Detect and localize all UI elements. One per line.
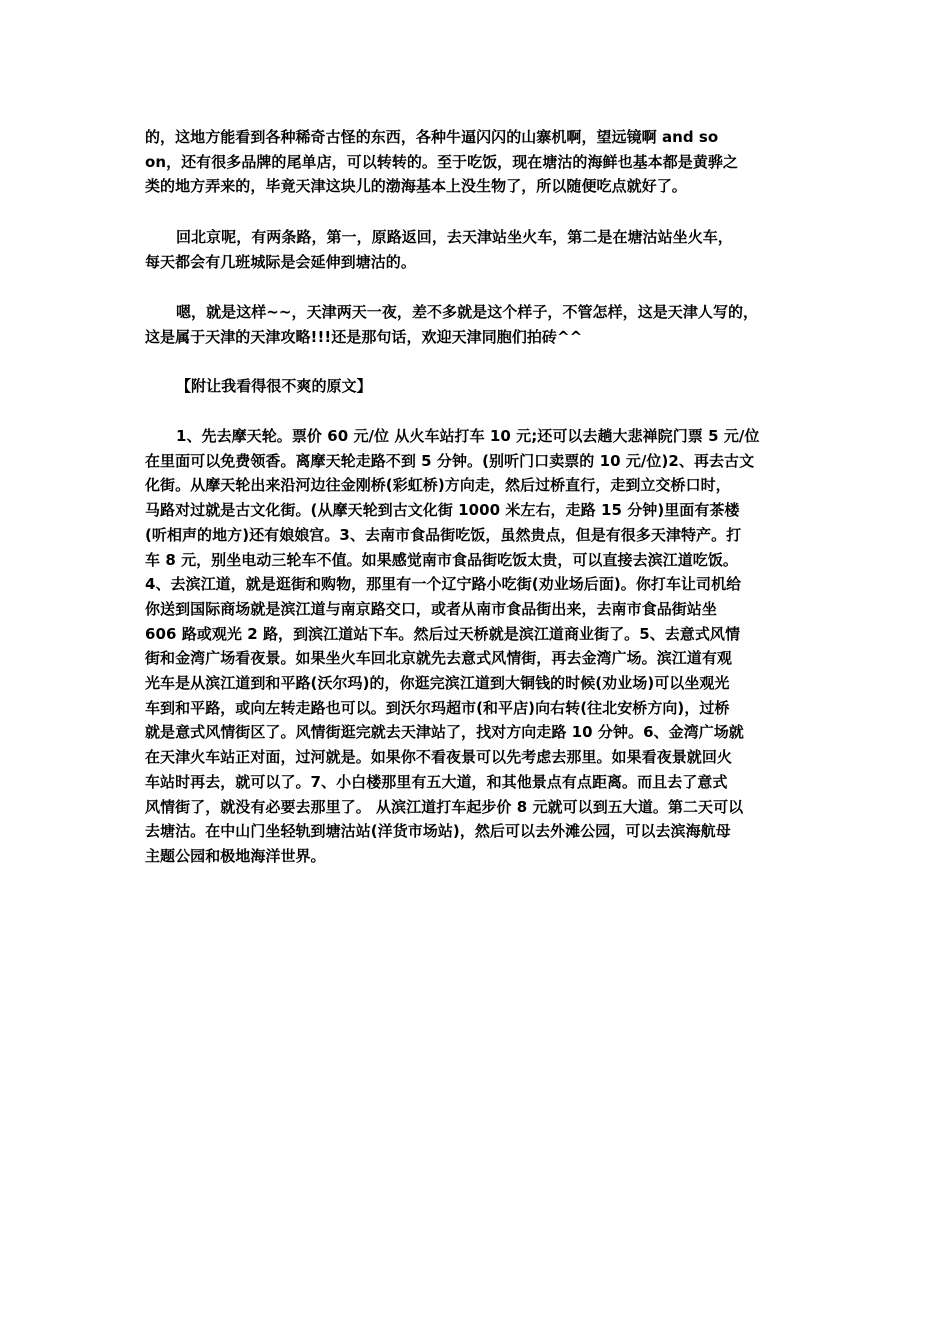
section-heading: 【附让我看得很不爽的原文】 [176,377,372,395]
text-line: (听相声的地方)还有娘娘宫。3、去南市食品街吃饭，虽然贵点，但是有很多天津特产。打 [145,525,742,544]
section-heading-original-text [145,374,825,399]
text-line: 的，这地方能看到各种稀奇古怪的东西，各种牛逼闪闪的山寨机啊，望远镜啊 and so [145,128,719,146]
text-line: 车 8 元，别坐电动三轮车不值。如果感觉南市食品街吃饭太贵，可以直接去滨江道吃饭。 [145,550,738,569]
paragraph-return-beijing [145,225,825,274]
text-line: 1、先去摩天轮。票价 60 元/位 从火车站打车 10 元;还可以去趟大悲禅院门票 5 元/位 [176,427,760,445]
text-line: 化街。从摩天轮出来沿河边往金刚桥(彩虹桥)方向走，然后过桥直行，走到立交桥口时， [145,476,731,495]
paragraph-original-itinerary [145,424,825,869]
text-line: 这是属于天津的天津攻略!!!还是那句话，欢迎天津同胞们拍砖^^ [145,327,583,346]
text-line: on，还有很多品牌的尾单店，可以转转的。至于吃饭，现在塘沽的海鲜也基本都是黄骅之 [145,152,738,171]
text-line: 在天津火车站正对面，过河就是。如果你不看夜景可以先考虑去那里。如果看夜景就回火 [145,748,732,767]
text-line: 风情街了，就没有必要去那里了。 从滨江道打车起步价 8 元就可以到五大道。第二天可以 [145,797,744,816]
text-line: 就是意式风情街区了。风情街逛完就去天津站了，找对方向走路 10 分钟。6、金湾广场就 [145,723,744,742]
text-line: 回北京呢，有两条路，第一，原路返回，去天津站坐火车，第二是在塘沽站坐火车， [176,228,733,246]
text-line: 车站时再去，就可以了。7、小白楼那里有五大道，和其他景点有点距离。而且去了意式 [145,772,728,791]
text-line: 4、去滨江道，就是逛街和购物，那里有一个辽宁路小吃街(劝业场后面)。你打车让司机给 [145,575,742,594]
text-line: 去塘沽。在中山门坐轻轨到塘沽站(洋货市场站)，然后可以去外滩公园，可以去滨海航母 [145,822,731,841]
text-line: 车到和平路，或向左转走路也可以。到沃尔玛超市(和平店)向右转(往北安桥方向)，过桥 [145,698,730,717]
text-line: 主题公园和极地海洋世界。 [145,846,326,865]
text-line: 你送到国际商场就是滨江道与南京路交口，或者从南市食品街出来，去南市食品街站坐 [145,599,717,618]
text-line: 在里面可以免费领香。离摩天轮走路不到 5 分钟。(别听门口卖票的 10 元/位)2、再去古文 [145,451,755,470]
text-line: 马路对过就是古文化街。(从摩天轮到古文化街 1000 米左右，走路 15 分钟)里面有茶楼 [145,501,740,520]
text-line: 每天都会有几班城际是会延伸到塘沽的。 [145,252,416,271]
paragraph-tianjin-shopping-food [145,125,825,199]
text-line: 606 路或观光 2 路，到滨江道站下车。然后过天桥就是滨江道商业街了。5、去意式风情 [145,624,741,643]
text-line: 嗯，就是这样~~，天津两天一夜，差不多就是这个样子，不管怎样，这是天津人写的， [176,303,759,321]
text-line: 街和金湾广场看夜景。如果坐火车回北京就先去意式风情街，再去金湾广场。滨江道有观 [145,649,732,668]
text-line: 类的地方弄来的，毕竟天津这块儿的渤海基本上没生物了，所以随便吃点就好了。 [145,177,687,196]
text-line: 光车是从滨江道到和平路(沃尔玛)的，你逛完滨江道到大铜钱的时候(劝业场)可以坐观光 [145,674,730,693]
paragraph-conclusion [145,300,825,349]
